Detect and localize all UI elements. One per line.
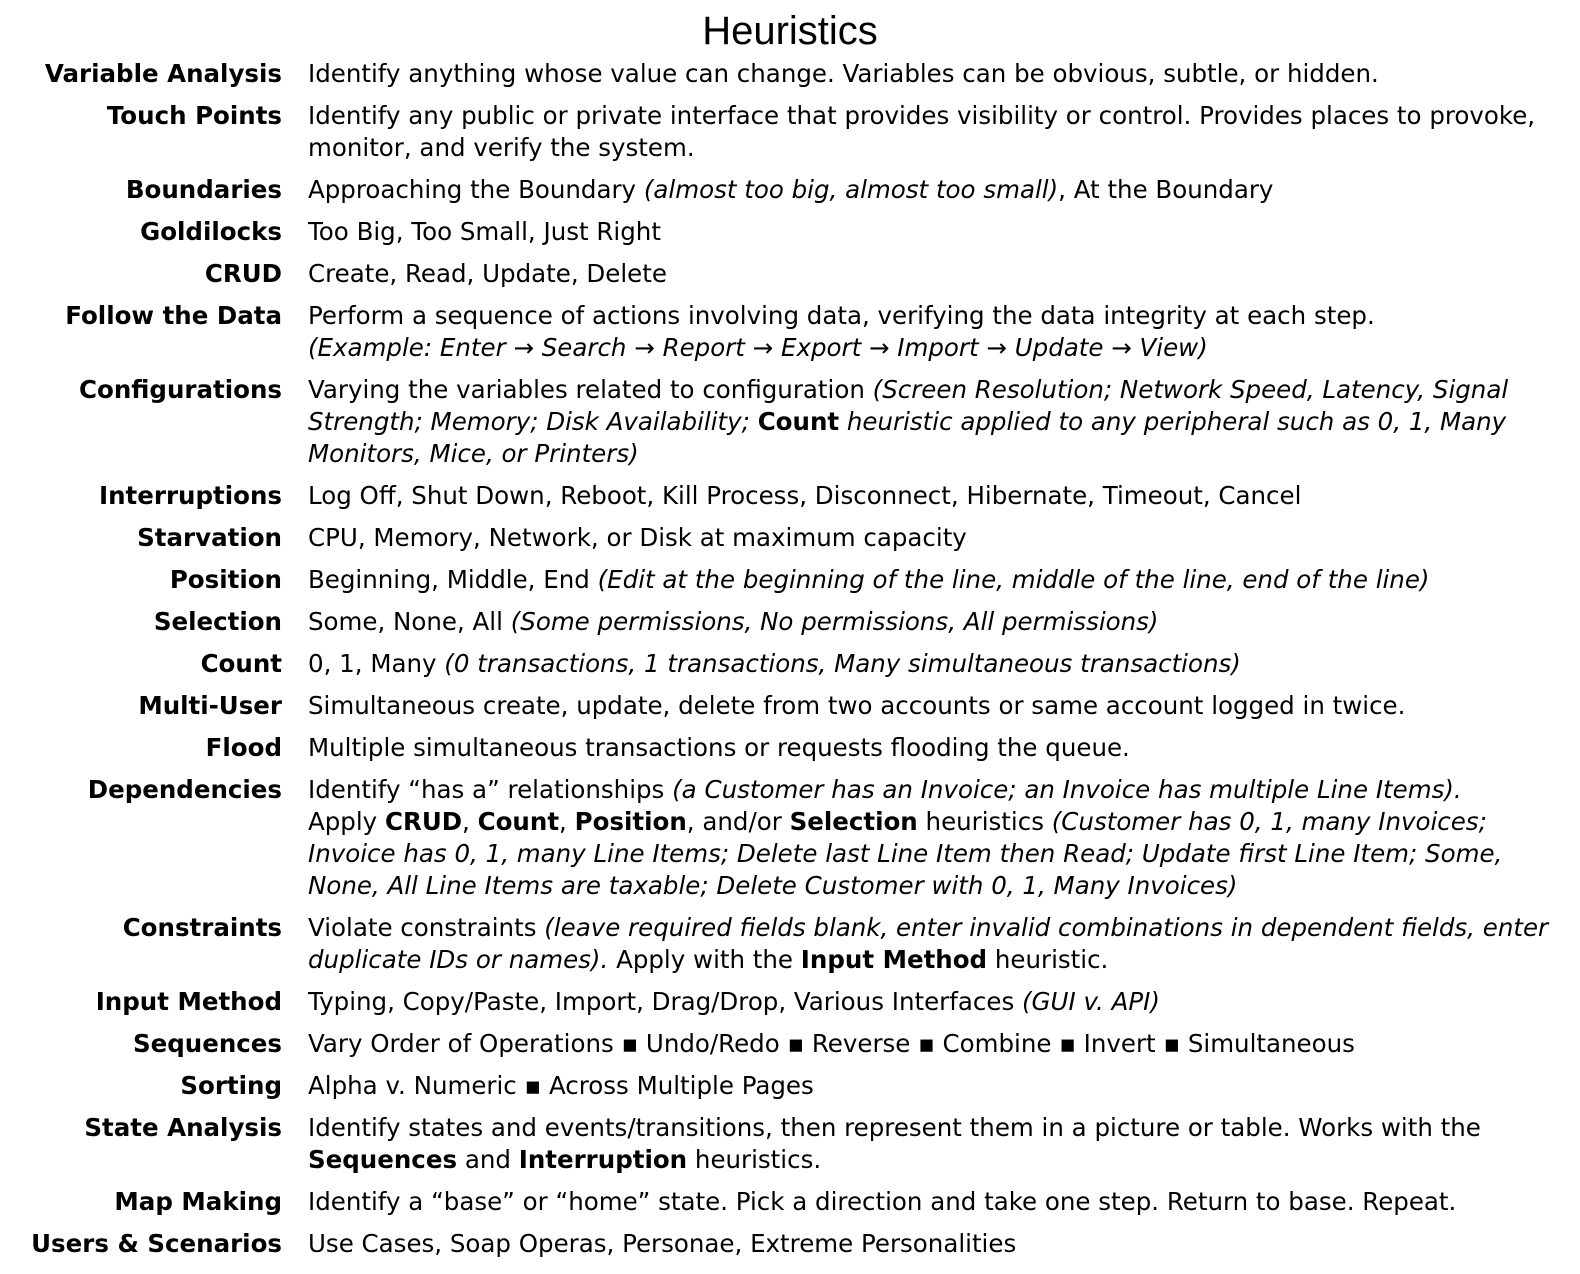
description-text: heuristic. — [987, 945, 1109, 974]
description-text: Some, None, All — [308, 607, 511, 636]
heuristic-term: Flood — [205, 733, 282, 762]
description-text: Alpha v. Numeric ▪ Across Multiple Pages — [308, 1071, 814, 1100]
heuristic-description — [308, 732, 1558, 764]
heuristic-description — [308, 774, 1558, 902]
example-text: (0 transactions, 1 transactions, Many simultaneous transactions) — [444, 649, 1241, 678]
example-text: (Edit at the beginning of the line, middle of the line, end of the line) — [597, 565, 1430, 594]
description-text: Apply with the — [608, 945, 801, 974]
description-text: , — [462, 807, 478, 836]
example-text: (GUI v. API) — [1022, 987, 1160, 1016]
example-text: heuristic applied to any peripheral such as 0, 1, Many Monitors, Mice, or Printers) — [308, 407, 1507, 468]
example-text: (Some permissions, No permissions, All permissions) — [510, 607, 1159, 636]
heuristic-row — [0, 774, 1580, 902]
heuristic-term: Users & Scenarios — [31, 1229, 282, 1258]
heuristic-description — [308, 564, 1558, 596]
description-text: CPU, Memory, Network, or Disk at maximum capacity — [308, 523, 967, 552]
heuristic-description — [308, 912, 1558, 976]
heuristic-row — [0, 100, 1580, 164]
heuristic-term: Variable Analysis — [44, 59, 282, 88]
heuristic-description — [308, 374, 1558, 470]
description-text: Identify anything whose value can change. Variables can be obvious, subtle, or hidden. — [308, 59, 1379, 88]
heuristic-term: Dependencies — [87, 775, 282, 804]
heuristic-row — [0, 1070, 1580, 1102]
description-text: heuristics. — [687, 1145, 822, 1174]
heuristic-term: Input Method — [95, 987, 282, 1016]
heuristic-description — [308, 480, 1558, 512]
description-text: Vary Order of Operations ▪ Undo/Redo ▪ Reverse ▪ Combine ▪ Invert ▪ Simultaneous — [308, 1029, 1355, 1058]
description-text: Typing, Copy/Paste, Import, Drag/Drop, Various Interfaces — [308, 987, 1022, 1016]
example-text: (Screen Resolution; Network Speed, Latency, Signal Strength; Memory; Disk Availability; — [308, 375, 1509, 436]
heuristic-row — [0, 564, 1580, 596]
heuristic-description — [308, 58, 1558, 90]
description-text: and — [457, 1145, 519, 1174]
description-text: Identify any public or private interface that provides visibility or control. Provides places to provoke, monitor, and verify the system. — [308, 101, 1536, 162]
heuristic-row — [0, 58, 1580, 90]
heuristic-reference: Sequences — [308, 1145, 458, 1174]
heuristic-row — [0, 912, 1580, 976]
description-text: Beginning, Middle, End — [308, 565, 598, 594]
description-text: Identify states and events/transitions, then represent them in a picture or table. Works with the — [308, 1113, 1481, 1142]
heuristic-reference: Position — [574, 807, 687, 836]
heuristic-description — [308, 986, 1558, 1018]
heuristic-term: Touch Points — [106, 101, 282, 130]
heuristic-row — [0, 174, 1580, 206]
heuristic-term: Sorting — [180, 1071, 282, 1100]
heuristic-reference: Selection — [789, 807, 918, 836]
example-text: (a Customer has an Invoice; an Invoice has multiple Line Items). — [672, 775, 1462, 804]
heuristic-row — [0, 522, 1580, 554]
heuristic-term: Map Making — [114, 1187, 282, 1216]
description-text: 0, 1, Many — [308, 649, 445, 678]
heuristic-term: Multi-User — [138, 691, 282, 720]
heuristic-row — [0, 648, 1580, 680]
heuristic-term: Count — [200, 649, 282, 678]
heuristic-row — [0, 300, 1580, 364]
heuristic-description — [308, 648, 1558, 680]
heuristic-description — [308, 1228, 1558, 1260]
description-text: , At the Boundary — [1058, 175, 1274, 204]
heuristic-description — [308, 522, 1558, 554]
heuristic-term: State Analysis — [84, 1113, 282, 1142]
heuristic-term: Boundaries — [125, 175, 282, 204]
example-text: (Example: Enter → Search → Report → Export → Import → Update → View) — [308, 333, 1208, 362]
heuristic-row — [0, 216, 1580, 248]
heuristic-row — [0, 374, 1580, 470]
description-text: Create, Read, Update, Delete — [308, 259, 667, 288]
heuristic-term: Goldilocks — [140, 217, 282, 246]
description-text: Varying the variables related to configuration — [308, 375, 873, 404]
heuristic-reference: CRUD — [384, 807, 463, 836]
heuristic-reference: Count — [477, 807, 560, 836]
heuristic-row — [0, 986, 1580, 1018]
description-text: Simultaneous create, update, delete from two accounts or same account logged in twice. — [308, 691, 1406, 720]
description-text: Multiple simultaneous transactions or requests flooding the queue. — [308, 733, 1130, 762]
description-text: Identify “has a” relationships — [308, 775, 673, 804]
example-text: (almost too big, almost too small) — [643, 175, 1059, 204]
heuristics-list — [0, 58, 1580, 1260]
heuristic-row — [0, 1112, 1580, 1176]
heuristic-row — [0, 690, 1580, 722]
heuristic-description — [308, 1070, 1558, 1102]
heuristic-row — [0, 1028, 1580, 1060]
description-text: , — [559, 807, 575, 836]
heuristic-description — [308, 606, 1558, 638]
heuristic-reference: Interruption — [518, 1145, 688, 1174]
heuristic-row — [0, 258, 1580, 290]
heuristic-row — [0, 1228, 1580, 1260]
heuristic-term: Interruptions — [99, 481, 282, 510]
description-text: Identify a “base” or “home” state. Pick a direction and take one step. Return to base. Repeat. — [308, 1187, 1457, 1216]
heuristic-row — [0, 480, 1580, 512]
heuristic-description — [308, 1186, 1558, 1218]
heuristic-term: Configurations — [79, 375, 282, 404]
heuristic-description — [308, 1112, 1558, 1176]
heuristic-term: Position — [169, 565, 282, 594]
description-text: Approaching the Boundary — [308, 175, 644, 204]
description-text: heuristics — [917, 807, 1052, 836]
description-text: Log Off, Shut Down, Reboot, Kill Process, Disconnect, Hibernate, Timeout, Cancel — [308, 481, 1302, 510]
heuristic-reference: Count — [757, 407, 840, 436]
heuristic-description — [308, 300, 1558, 364]
heuristic-row — [0, 732, 1580, 764]
page-title: Heuristics — [702, 9, 878, 53]
heuristic-description — [308, 258, 1558, 290]
heuristic-term: Constraints — [122, 913, 282, 942]
heuristic-description — [308, 690, 1558, 722]
description-text: Apply — [308, 807, 385, 836]
heuristic-term: Selection — [153, 607, 282, 636]
heuristic-row — [0, 606, 1580, 638]
description-text: Violate constraints — [308, 913, 545, 942]
heuristic-description — [308, 1028, 1558, 1060]
example-text: (Customer has 0, 1, many Invoices; Invoice has 0, 1, many Line Items; Delete last Line Item then Read; Update first Line Item; Some, None, All Line Items are taxable; Delete Customer with 0, 1, Many Invoices) — [308, 807, 1503, 900]
example-text: (leave required fields blank, enter invalid combinations in dependent fields, enter duplicate IDs or names). — [308, 913, 1549, 974]
heuristic-term: Follow the Data — [65, 301, 282, 330]
heuristic-term: Starvation — [137, 523, 282, 552]
description-text: Use Cases, Soap Operas, Personae, Extreme Personalities — [308, 1229, 1017, 1258]
heuristic-row — [0, 1186, 1580, 1218]
heuristic-description — [308, 216, 1558, 248]
heuristic-reference: Input Method — [800, 945, 988, 974]
heuristic-term: CRUD — [204, 259, 282, 288]
heuristic-description — [308, 174, 1558, 206]
heuristic-description — [308, 100, 1558, 164]
description-text: , and/or — [686, 807, 790, 836]
description-text: Perform a sequence of actions involving data, verifying the data integrity at each step. — [308, 301, 1375, 330]
description-text: Too Big, Too Small, Just Right — [308, 217, 661, 246]
heuristic-term: Sequences — [132, 1029, 282, 1058]
